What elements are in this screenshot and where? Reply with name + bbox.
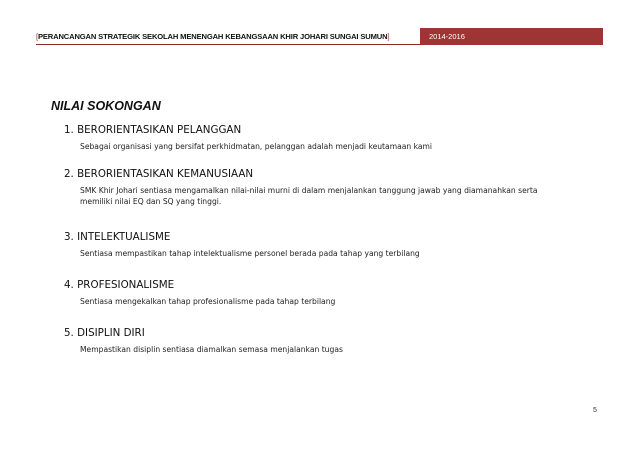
section-title: NILAI SOKONGAN <box>51 99 161 113</box>
list-item <box>64 279 604 308</box>
list-item-description: Sebagai organisasi yang bersifat perkhidmatan, pelanggan adalah menjadi keutamaan kami <box>80 142 433 151</box>
list-item-label: 4. PROFESIONALISME <box>64 279 175 291</box>
list-item <box>64 168 604 207</box>
header-title-bar <box>36 28 420 45</box>
list-item-description: Mempastikan disiplin sentiasa diamalkan semasa menjalankan tugas <box>80 345 343 354</box>
list-item-description: SMK Khir Johari sentiasa mengamalkan nilai-nilai murni di dalam menjalankan tanggung jawab yang diamanahkan serta memiliki nilai EQ dan SQ yang tinggi. <box>80 186 538 206</box>
page-number: 5 <box>593 407 597 414</box>
list-item-label: 2. BERORIENTASIKAN KEMANUSIAAN <box>64 168 254 180</box>
header-title: PERANCANGAN STRATEGIK SEKOLAH MENENGAH KEBANGSAAN KHIR JOHARI SUNGAI SUMUN <box>37 32 388 41</box>
list-item-label: 3. INTELEKTUALISME <box>64 231 171 243</box>
list-item <box>64 124 604 153</box>
list-item-description: Sentiasa mengekalkan tahap profesionalisme pada tahap terbilang <box>80 297 336 306</box>
page-header <box>36 28 603 45</box>
list-item <box>64 231 604 260</box>
header-year-badge: 2014-2016 <box>420 28 603 45</box>
list-item-label: 5. DISIPLIN DIRI <box>64 327 145 339</box>
list-item <box>64 327 604 356</box>
header-bracket-close: ] <box>387 32 390 41</box>
list-item-label: 1. BERORIENTASIKAN PELANGGAN <box>64 124 242 136</box>
header-bracket-open: [ <box>36 32 38 41</box>
list-item-description: Sentiasa mempastikan tahap intelektualisme personel berada pada tahap yang terbilang <box>80 249 420 258</box>
